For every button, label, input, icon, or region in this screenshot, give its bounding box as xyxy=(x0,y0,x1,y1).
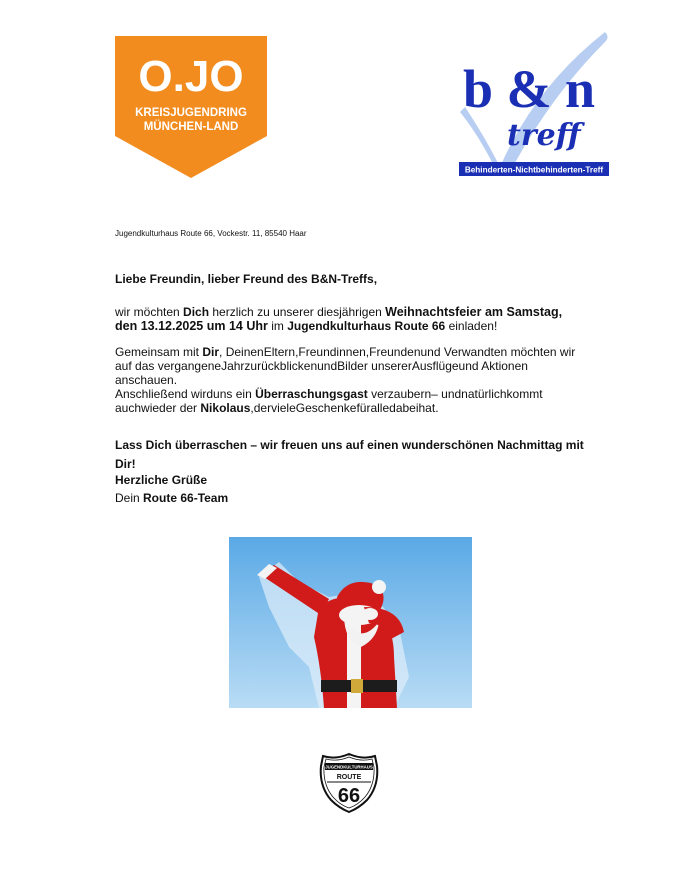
route66-num: 66 xyxy=(337,785,361,807)
regards: Herzliche Grüße xyxy=(115,473,208,487)
route66-mid: ROUTE xyxy=(336,774,362,781)
bn-main: b & n xyxy=(463,59,596,119)
closing-paragraph: Lass Dich überraschen – wir freuen uns auf einen wunderschönen Nachmittag mit Dir! xyxy=(115,438,584,471)
kjr-line2: MÜNCHEN-LAND xyxy=(143,121,239,133)
route66-top: JUGENDKULTURHAUS xyxy=(325,764,373,770)
kjr-mark: O.JO xyxy=(138,52,244,101)
kreisjugendring-logo xyxy=(115,36,267,178)
dabbing-santa-image xyxy=(229,537,472,708)
bn-treff-logo xyxy=(455,27,613,185)
route-66-logo xyxy=(317,752,381,814)
bn-subtitle: Behinderten-Nichtbehinderten-Treff xyxy=(464,165,604,175)
bn-script: treff xyxy=(507,118,581,153)
invitation-paragraph: wir möchten Dich herzlich zu unserer diesjährigen Weihnachtsfeier am Samstag, den 13.12.2025 um 14 Uhr im Jugendkulturhaus Route 66 einladen! xyxy=(115,305,563,333)
sender-address: Jugendkulturhaus Route 66, Vockestr. 11, 85540 Haar xyxy=(115,229,307,238)
greeting: Liebe Freundin, lieber Freund des B&N-Treffs, xyxy=(115,272,378,286)
signature: Dein Route 66-Team xyxy=(115,491,229,505)
program-paragraph: Gemeinsam mit Dir, DeinenEltern,Freundinnen,Freundenund Verwandten möchten wir auf das vergangeneJahrzurückblickenundBilder unsererAusflügeund Aktionen anschauen. Anschließend wirduns ein Überraschungsgast verzaubern– undnatürlichkommt auchwieder der Nikolaus,dervieleGeschenkefüralledabeihat. xyxy=(115,345,576,415)
kjr-line1: KREISJUGENDRING xyxy=(135,107,247,119)
